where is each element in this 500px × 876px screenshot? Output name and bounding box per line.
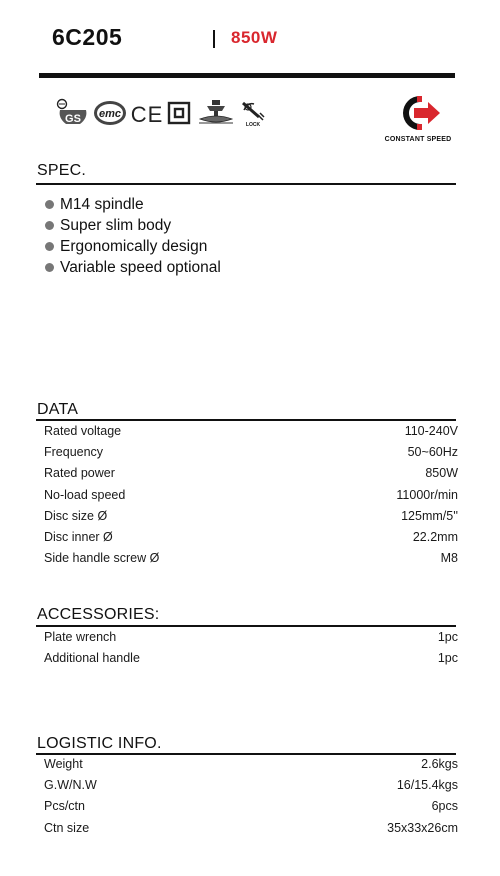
row-label: Plate wrench — [44, 630, 117, 644]
constant-speed-badge — [378, 92, 458, 143]
table-row — [44, 527, 458, 548]
spindle-lock-icon — [238, 98, 268, 130]
accessories-table — [44, 627, 458, 669]
spec-list — [44, 194, 221, 278]
table-row — [44, 775, 458, 796]
constant-speed-label: CONSTANT SPEED — [384, 136, 452, 143]
table-row — [44, 818, 458, 839]
data-table — [44, 421, 458, 569]
row-value: 2.6kgs — [421, 757, 458, 771]
table-row — [44, 796, 458, 817]
bullet-dot-icon — [45, 221, 54, 230]
spec-item-text: Variable speed optional — [60, 259, 221, 276]
lock-label: LOCK — [245, 122, 261, 128]
row-value: M8 — [440, 551, 458, 566]
row-value: 11000r/min — [396, 487, 458, 502]
table-row — [44, 485, 458, 506]
bullet-dot-icon — [45, 242, 54, 251]
power-rating: 850W — [231, 28, 278, 47]
emc-mark-text: emc — [98, 108, 122, 120]
row-value: 22.2mm — [412, 529, 458, 544]
emc-mark-icon — [92, 98, 128, 128]
spec-heading: SPEC. — [37, 162, 87, 179]
ce-mark-icon — [130, 98, 164, 128]
spec-item — [44, 194, 221, 215]
header-divider — [39, 73, 455, 78]
table-row — [44, 463, 458, 484]
model-number: 6C205 — [52, 24, 123, 50]
constant-speed-icon — [392, 92, 444, 134]
accessories-heading: ACCESSORIES: — [37, 606, 160, 623]
spec-item — [44, 257, 221, 278]
row-label: G.W/N.W — [44, 778, 97, 793]
table-row — [44, 627, 458, 648]
row-label: Side handle screw Ø — [44, 551, 160, 566]
row-label: Disc size Ø — [44, 508, 108, 523]
table-row — [44, 421, 458, 442]
table-row — [44, 506, 458, 527]
row-label: Disc inner Ø — [44, 529, 113, 544]
row-value: 6pcs — [431, 799, 458, 814]
row-value: 110-240V — [404, 424, 458, 438]
spec-item-text: M14 spindle — [60, 196, 144, 213]
logistic-table — [44, 754, 458, 839]
row-value: 35x33x26cm — [387, 820, 458, 835]
row-label: Pcs/ctn — [44, 799, 85, 814]
row-label: Ctn size — [44, 820, 90, 835]
row-label: Additional handle — [44, 651, 140, 666]
bullet-dot-icon — [45, 263, 54, 272]
row-value: 1pc — [437, 651, 458, 666]
row-value: 850W — [425, 466, 458, 481]
row-label: Rated power — [44, 466, 115, 481]
gs-mark-icon — [54, 98, 88, 128]
row-label: No-load speed — [44, 487, 126, 502]
row-value: 50~60Hz — [407, 445, 458, 460]
spec-item — [44, 236, 221, 257]
row-value: 16/15.4kgs — [396, 778, 458, 793]
row-value: 125mm/5'' — [401, 508, 458, 523]
spec-item-text: Super slim body — [60, 217, 172, 234]
row-label: Frequency — [44, 445, 104, 460]
row-label: Rated voltage — [44, 424, 122, 438]
bullet-dot-icon — [45, 200, 54, 209]
table-row — [44, 548, 458, 569]
ce-mark-text: CE — [130, 102, 164, 127]
header-separator — [213, 30, 215, 48]
data-heading: DATA — [37, 401, 79, 418]
table-row — [44, 442, 458, 463]
double-insulation-icon — [166, 98, 192, 128]
angle-grinder-icon — [197, 98, 235, 128]
row-value: 1pc — [437, 630, 458, 644]
table-row — [44, 648, 458, 669]
spec-item — [44, 215, 221, 236]
gs-mark-text: GS — [65, 113, 81, 125]
logistic-heading: LOGISTIC INFO. — [37, 735, 162, 752]
spec-item-text: Ergonomically design — [60, 238, 208, 255]
row-label: Weight — [44, 757, 83, 771]
table-row — [44, 754, 458, 775]
spec-divider — [36, 183, 456, 185]
